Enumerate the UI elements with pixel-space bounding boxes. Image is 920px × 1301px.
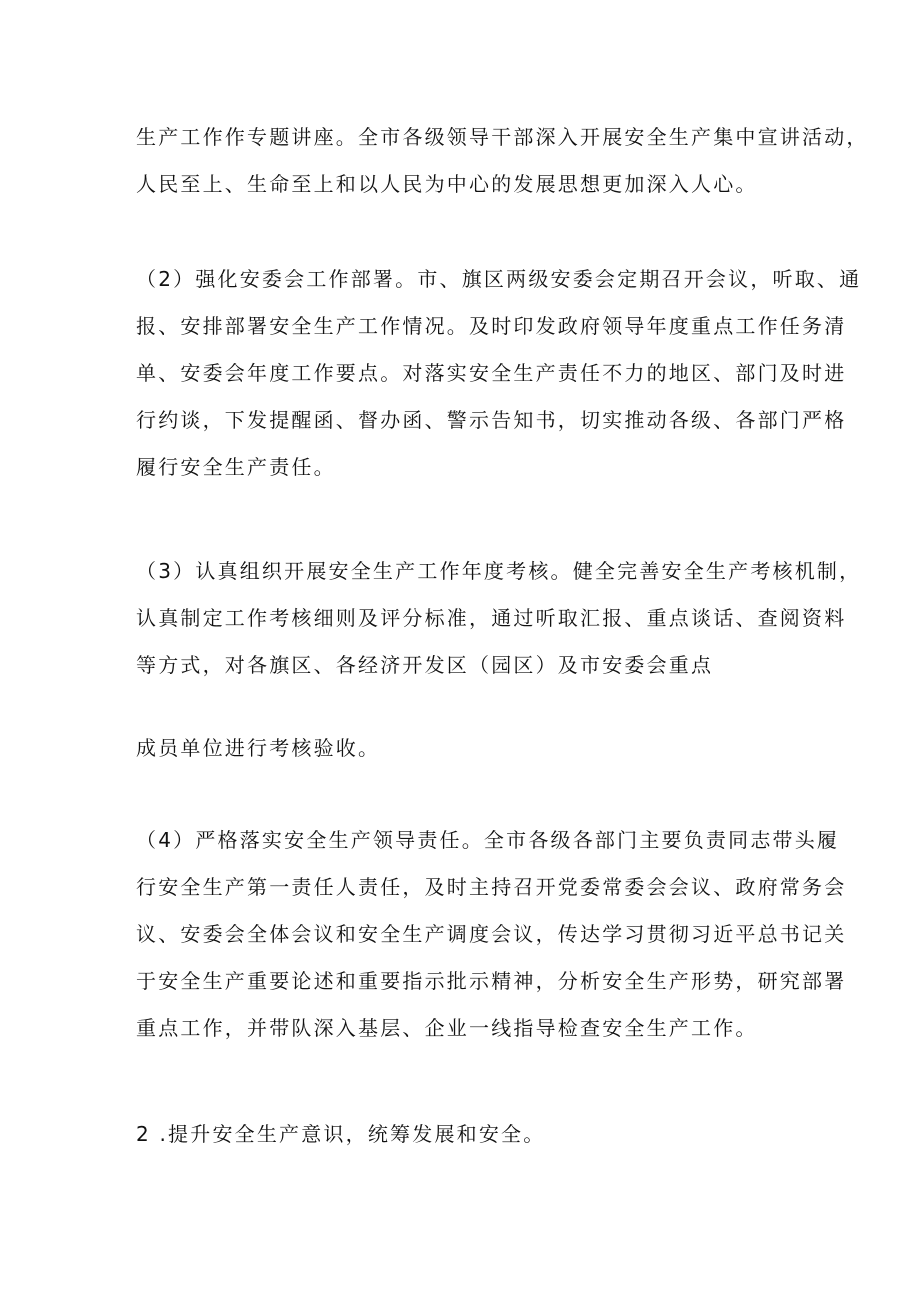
text-line: 生产工作作专题讲座。全市各级领导干部深入开展安全生产集中宣讲活动， (136, 125, 869, 149)
text-line: 行约谈，下发提醒函、督办函、警示告知书，切实推动各级、各部门严格 (136, 408, 847, 432)
paragraph-item-3-continuation (136, 725, 796, 772)
text-line: 认真制定工作考核细则及评分标准，通过听取汇报、重点谈话、查阅资料 (136, 606, 847, 630)
text-line: （3）认真组织开展安全生产工作年度考核。健全完善安全生产考核机制， (136, 559, 862, 583)
text-line: 重点工作，并带队深入基层、企业一线指导检查安全生产工作。 (136, 1016, 758, 1040)
text-line: （4）严格落实安全生产领导责任。全市各级各部门主要负责同志带头履 (136, 828, 840, 852)
text-line: 成员单位进行考核验收。 (136, 736, 381, 760)
paragraph-item-3 (136, 548, 862, 689)
text-line: （2）强化安委会工作部署。市、旗区两级安委会定期召开会议，听取、通 (136, 267, 862, 291)
text-line: 2 .提升安全生产意识，统筹发展和安全。 (136, 1122, 546, 1146)
text-line: 行安全生产第一责任人责任，及时主持召开党委常委会会议、政府常务会 (136, 875, 847, 899)
text-line: 履行安全生产责任。 (136, 455, 336, 479)
text-line: 等方式，对各旗区、各经济开发区（园区）及市安委会重点 (136, 653, 714, 677)
section-heading-2 (136, 1111, 796, 1158)
text-line: 议、安委会全体会议和安全生产调度会议，传达学习贯彻习近平总书记关 (136, 922, 847, 946)
text-line: 于安全生产重要论述和重要指示批示精神，分析安全生产形势，研究部署 (136, 969, 847, 993)
paragraph-item-4 (136, 817, 847, 1052)
text-line: 报、安排部署安全生产工作情况。及时印发政府领导年度重点工作任务清 (136, 314, 847, 338)
paragraph-item-2 (136, 256, 862, 491)
text-line: 人民至上、生命至上和以人民为中心的发展思想更加深入人心。 (136, 172, 758, 196)
text-line: 单、安委会年度工作要点。对落实安全生产责任不力的地区、部门及时进 (136, 361, 847, 385)
paragraph-intro-continuation (136, 114, 869, 208)
